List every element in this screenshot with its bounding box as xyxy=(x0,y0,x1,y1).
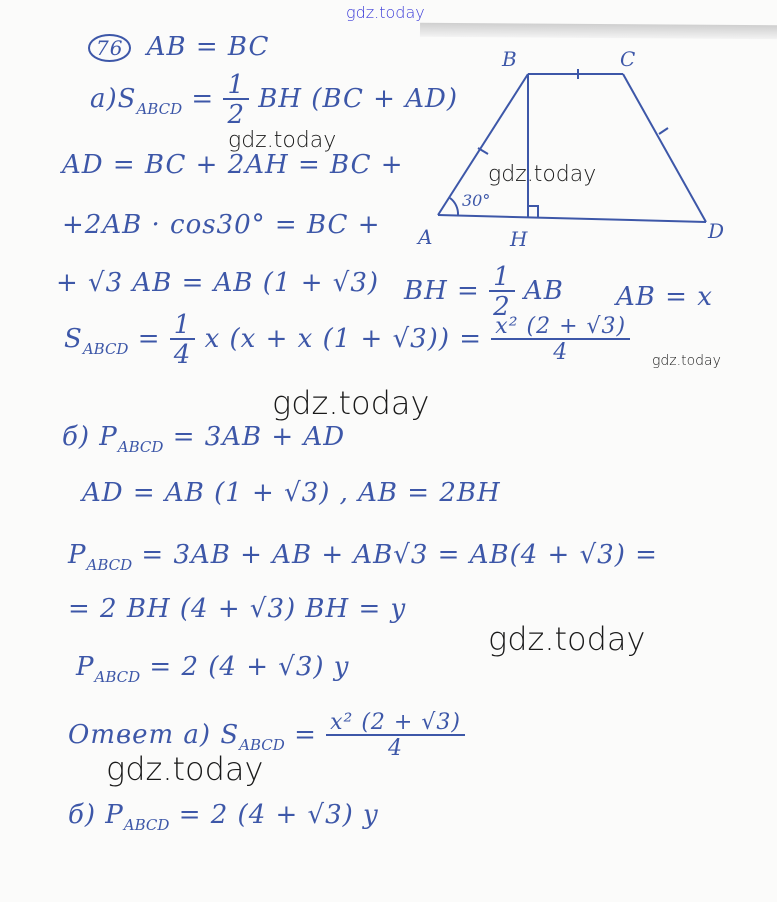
trapezoid-figure xyxy=(410,40,740,260)
watermark: gdz.today xyxy=(272,384,430,422)
ad-line-3: + √3 AB = AB (1 + √3) xyxy=(56,268,380,298)
answer-word: Ответ xyxy=(68,720,175,750)
problem-header xyxy=(88,32,269,62)
watermark: gdz.today xyxy=(488,162,597,187)
ad-line-1: AD = BC + 2AH = BC + xyxy=(62,150,404,180)
part-a-label: а) xyxy=(90,84,118,114)
watermark: gdz.today xyxy=(652,353,721,369)
side-cd xyxy=(623,74,706,222)
perimeter-line-2: AD = AB (1 + √3) , AB = 2BH xyxy=(82,478,501,508)
watermark: gdz.today xyxy=(106,750,264,788)
perimeter-line-3: $P_{ABCD} = 3AB$ + AB + AB√3 = AB(4 + √3) = xyxy=(68,540,658,574)
ad-line-2: +2AB · cos30° = BC + xyxy=(62,210,381,240)
watermark: gdz.today xyxy=(228,128,337,153)
perimeter-line-1: б) $P_{ABCD} = 3AB$ + AD xyxy=(62,422,346,456)
vertex-h-label: H xyxy=(510,227,528,251)
part-b-label: б) xyxy=(62,422,91,452)
bh-expression: BH = $\frac{1}{2}$ AB xyxy=(404,262,564,322)
vertex-b-label: B xyxy=(502,47,517,71)
angle-arc xyxy=(450,198,458,215)
area-formula-line: $а)S_{ABCD}$ = $\frac{1}{2}$ BH (BC + AD) xyxy=(90,70,459,130)
header-watermark: gdz.today xyxy=(346,3,425,22)
problem-number: 76 xyxy=(88,34,131,62)
vertex-a-label: A xyxy=(418,225,433,249)
area-result-line: $S_{ABCD}$ = $\frac{1}{4}$ x (x + x (1 + √3)) = $\frac{\text{x² (2 + √3)}}{4}$ xyxy=(64,312,630,368)
answer-line-b: б) $P_{ABCD} = 2$ (4 + √3) y xyxy=(68,800,379,834)
angle-label: 30° xyxy=(462,191,491,210)
watermark: gdz.today xyxy=(488,620,646,658)
right-angle-mark xyxy=(528,206,538,218)
perimeter-line-4: = 2 BH (4 + √3) BH = y xyxy=(68,594,407,624)
scan-edge-shadow xyxy=(420,23,777,39)
perimeter-line-5: $P_{ABCD} = 2$ (4 + √3) y xyxy=(76,652,350,686)
side-ad xyxy=(438,215,706,222)
ab-equals-x: AB = x xyxy=(616,282,713,312)
fraction-half: $\frac{1}{2}$ xyxy=(223,72,249,128)
vertex-d-label: D xyxy=(708,219,725,243)
tick-cd xyxy=(659,128,668,134)
answer-line-a: Ответ а) $S_{ABCD}$ = $\frac{\text{x² (2 + √3)}}{4}$ xyxy=(68,712,465,760)
given-condition: AB = BC xyxy=(146,32,270,62)
vertex-c-label: C xyxy=(620,47,636,71)
